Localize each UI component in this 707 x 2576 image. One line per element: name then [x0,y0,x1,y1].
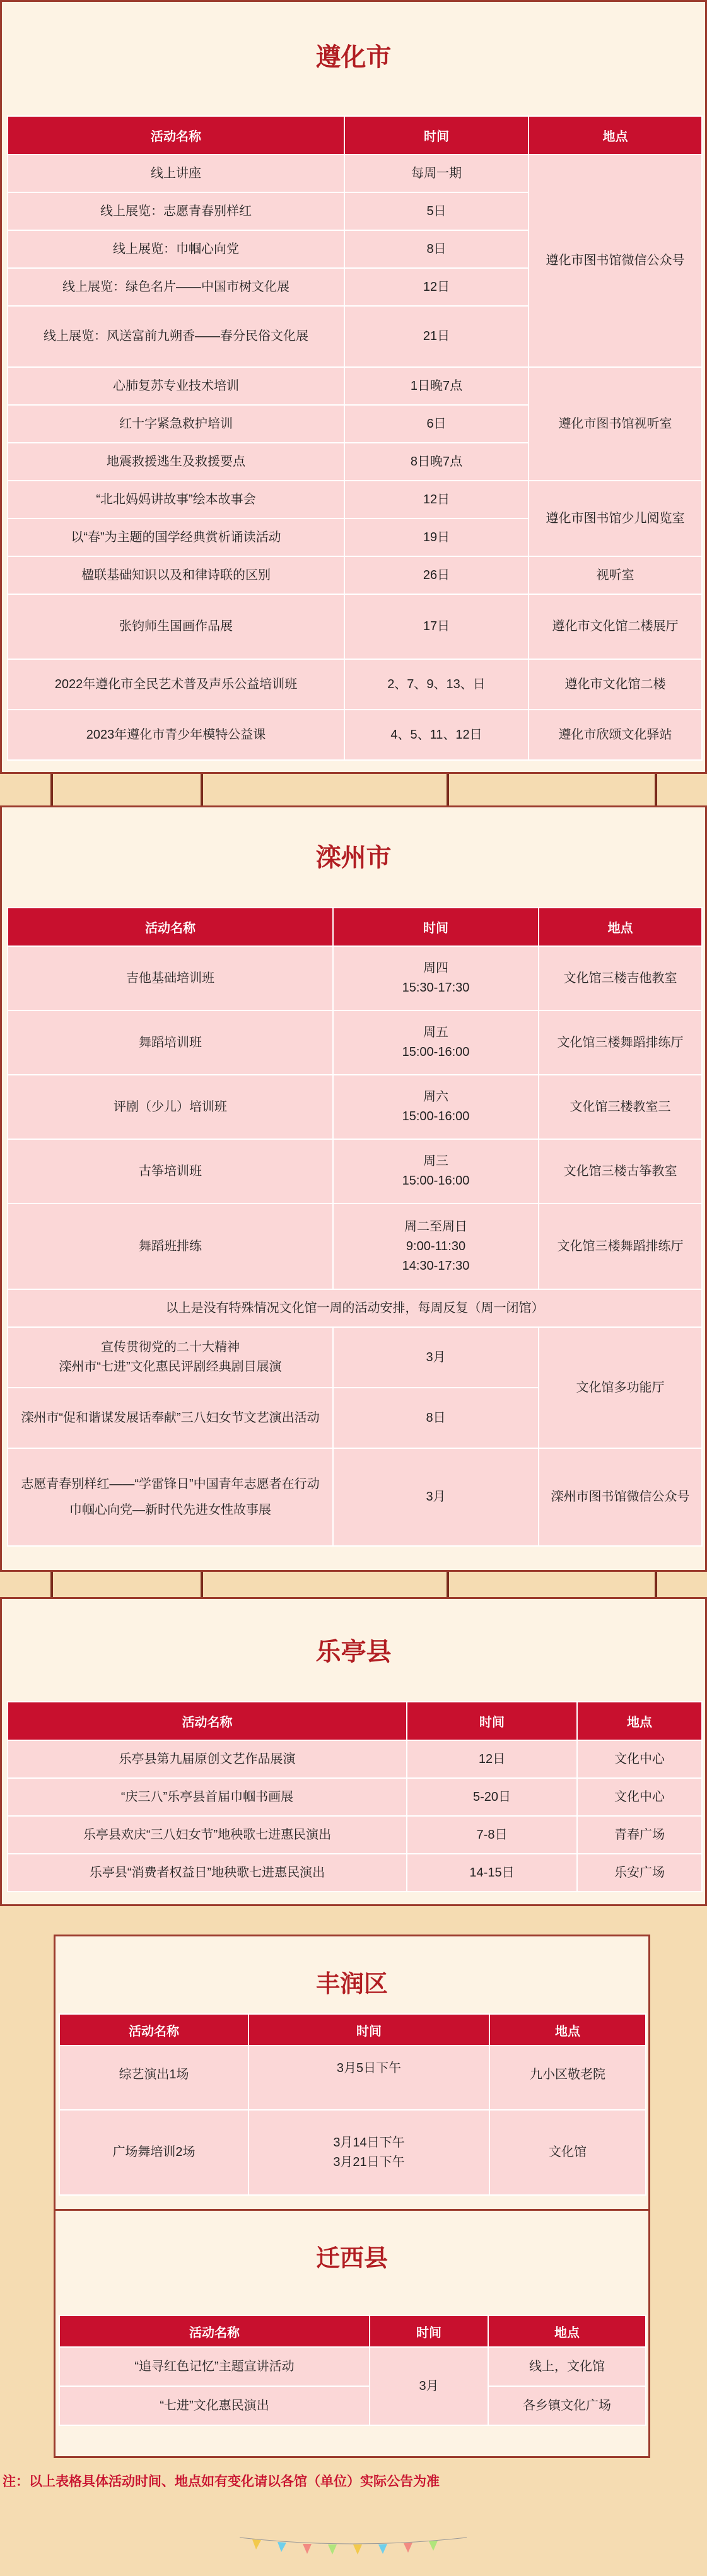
column-header: 活动名称 [8,908,333,946]
time-range: 14:30-17:30 [402,1258,470,1273]
connector-bar [201,774,203,805]
zunhua-table [7,115,703,761]
activity-place: 遵化市文化馆二楼展厅 [529,594,702,659]
column-header: 地点 [539,908,702,946]
activity-name: 2023年遵化市青少年模特公益课 [8,710,344,760]
activity-place: 文化馆 [489,2110,646,2195]
activity-place: 乐安广场 [577,1854,702,1892]
activity-time: 8日 [333,1388,539,1448]
activity-name: “追寻红色记忆”主题宣讲活动 [59,2347,370,2386]
time-range: 15:30-17:30 [402,981,470,995]
connector-bar [50,774,53,805]
date-line: 3月21日下午 [333,2155,405,2169]
activity-name: 乐亭县“消费者权益日”地秧歌七进惠民演出 [8,1854,407,1892]
activity-name: 广场舞培训2场 [59,2110,248,2195]
schedule-note: 以上是没有特殊情况文化馆一周的活动安排，每周反复（周一闭馆） [8,1289,702,1327]
activity-time: 3月 [333,1327,539,1388]
activity-name: 心肺复苏专业技术培训 [8,367,344,405]
activity-place: 线上，文化馆 [488,2347,646,2386]
column-header: 活动名称 [8,1702,407,1740]
activity-name: 楹联基础知识以及和律诗联的区别 [8,556,344,594]
time-range: 9:00-11:30 [406,1239,466,1253]
activity-name: “庆三八”乐亭县首届巾帼书画展 [8,1778,407,1816]
activity-time [248,2110,489,2195]
activity-name: 2022年遵化市全民艺术普及声乐公益培训班 [8,659,344,710]
activity-name: 舞蹈班排练 [8,1203,333,1289]
connector-bar [447,774,449,805]
activity-time: 5日 [344,192,529,230]
connector-bar [447,1572,449,1597]
activity-time: 12日 [344,268,529,306]
activity-time: 8日晚7点 [344,443,529,481]
activity-name: 线上讲座 [8,155,344,192]
activity-place: 文化馆三楼舞蹈排练厅 [539,1203,702,1289]
activity-time [333,1203,539,1289]
event-line: 巾帼心向党—新时代先进女性故事展 [69,1502,271,1517]
activity-place: 遵化市欣颂文化驿站 [529,710,702,760]
activity-place: 文化馆三楼舞蹈排练厅 [539,1010,702,1075]
date-line: 3月14日下午 [333,2135,405,2150]
activity-place: 滦州市图书馆微信公众号 [539,1448,702,1546]
activity-time: 6日 [344,405,529,443]
column-header: 地点 [577,1702,702,1740]
activity-name: 以“春”为主题的国学经典赏析诵读活动 [8,518,344,556]
activity-place: 文化馆三楼古筝教室 [539,1139,702,1203]
time-range: 15:00-16:00 [402,1174,470,1188]
activity-time: 12日 [407,1740,577,1778]
luanzhou-table [7,907,703,1547]
activity-time: 3月 [370,2347,488,2425]
column-header: 时间 [370,2315,488,2347]
activity-time: 12日 [344,481,529,518]
bunting-decoration [240,2534,467,2560]
activity-name: 乐亭县欢庆“三八妇女节”地秧歌七进惠民演出 [8,1816,407,1854]
column-header: 地点 [488,2315,646,2347]
section-title: 丰润区 [315,1970,388,1998]
time-range: 15:00-16:00 [402,1109,470,1123]
activity-name: 舞蹈培训班 [8,1010,333,1075]
section-zunhua [0,0,707,774]
activity-time: 17日 [344,594,529,659]
activity-name: 综艺演出1场 [59,2046,248,2110]
activity-place: 文化馆多功能厅 [539,1327,702,1448]
activity-time: 5-20日 [407,1778,577,1816]
section-title: 迁西县 [315,2244,388,2272]
column-header: 地点 [529,116,702,155]
activity-time [333,1010,539,1075]
activity-name: 古筝培训班 [8,1139,333,1203]
activity-time: 19日 [344,518,529,556]
weekday: 周六 [423,1090,448,1104]
activity-place: 遵化市图书馆微信公众号 [529,155,702,367]
section-fengrun [54,1935,650,2234]
activity-name: 红十字紧急救护培训 [8,405,344,443]
column-header: 时间 [407,1702,577,1740]
activity-time: 21日 [344,306,529,367]
column-header: 时间 [344,116,529,155]
activity-name [8,1448,333,1546]
activity-time: 2、7、9、13、日 [344,659,529,710]
activity-place: 文化馆三楼吉他教室 [539,946,702,1010]
section-qianxi [54,2209,650,2458]
activity-time: 14-15日 [407,1854,577,1892]
connector-bar [50,1572,53,1597]
event-line: 宣传贯彻党的二十大精神 [101,1340,240,1354]
activity-name: 线上展览：绿色名片——中国市树文化展 [8,268,344,306]
activity-place: 各乡镇文化广场 [488,2386,646,2425]
activity-place: 文化中心 [577,1778,702,1816]
weekday: 周三 [423,1154,448,1168]
column-header: 时间 [333,908,539,946]
activity-name: 吉他基础培训班 [8,946,333,1010]
activity-place: 文化馆三楼教室三 [539,1075,702,1139]
activity-time: 4、5、11、12日 [344,710,529,760]
section-leting [0,1597,707,1906]
activity-name: 地震救援逃生及救援要点 [8,443,344,481]
section-title: 乐亭县 [315,1637,392,1666]
activity-time: 3月5日下午 [248,2046,489,2110]
activity-name: 滦州市“促和谐谋发展话奉献”三八妇女节文艺演出活动 [8,1388,333,1448]
activity-name: 线上展览：巾帼心向党 [8,230,344,268]
footnote: 注：以上表格具体活动时间、地点如有变化请以各馆（单位）实际公告为准 [3,2474,440,2489]
weekday: 周二至周日 [404,1219,467,1234]
activity-time: 每周一期 [344,155,529,192]
activity-place: 遵化市文化馆二楼 [529,659,702,710]
activity-time: 7-8日 [407,1816,577,1854]
time-range: 15:00-16:00 [402,1045,470,1059]
connector-bar [655,774,657,805]
activity-place: 遵化市图书馆少儿阅览室 [529,481,702,556]
activity-place: 文化中心 [577,1740,702,1778]
leting-table [7,1701,703,1892]
activity-name: “七进”文化惠民演出 [59,2386,370,2425]
event-line: 滦州市“七进”文化惠民评剧经典剧目展演 [59,1360,282,1374]
activity-place: 九小区敬老院 [489,2046,646,2110]
activity-name: “北北妈妈讲故事”绘本故事会 [8,481,344,518]
activity-place: 遵化市图书馆视听室 [529,367,702,481]
activity-time: 8日 [344,230,529,268]
activity-time [333,946,539,1010]
column-header: 活动名称 [59,2315,370,2347]
weekday: 周五 [423,1026,448,1039]
activity-time: 1日晚7点 [344,367,529,405]
activity-place: 青春广场 [577,1816,702,1854]
event-line: 志愿青春别样红——“学雷锋日”中国青年志愿者在行动 [21,1477,320,1491]
column-header: 时间 [248,2014,489,2046]
activity-time [333,1139,539,1203]
column-header: 活动名称 [59,2014,248,2046]
section-title: 遵化市 [315,43,392,72]
weekday: 周四 [423,961,448,975]
qianxi-table [59,2315,646,2426]
connector-bar [201,1572,203,1597]
activity-name [8,1327,333,1388]
activity-name: 线上展览：风送富前九朔香——春分民俗文化展 [8,306,344,367]
activity-time: 26日 [344,556,529,594]
activity-time [333,1075,539,1139]
column-header: 活动名称 [8,116,344,155]
column-header: 地点 [489,2014,646,2046]
activity-time: 3月 [333,1448,539,1546]
connector-bar [655,1572,657,1597]
section-luanzhou [0,805,707,1572]
activity-name: 张钧师生国画作品展 [8,594,344,659]
activity-name: 乐亭县第九届原创文艺作品展演 [8,1740,407,1778]
activity-place: 视听室 [529,556,702,594]
section-title: 滦州市 [315,843,392,872]
fengrun-table [59,2013,646,2196]
activity-name: 评剧（少儿）培训班 [8,1075,333,1139]
activity-name: 线上展览：志愿青春别样红 [8,192,344,230]
